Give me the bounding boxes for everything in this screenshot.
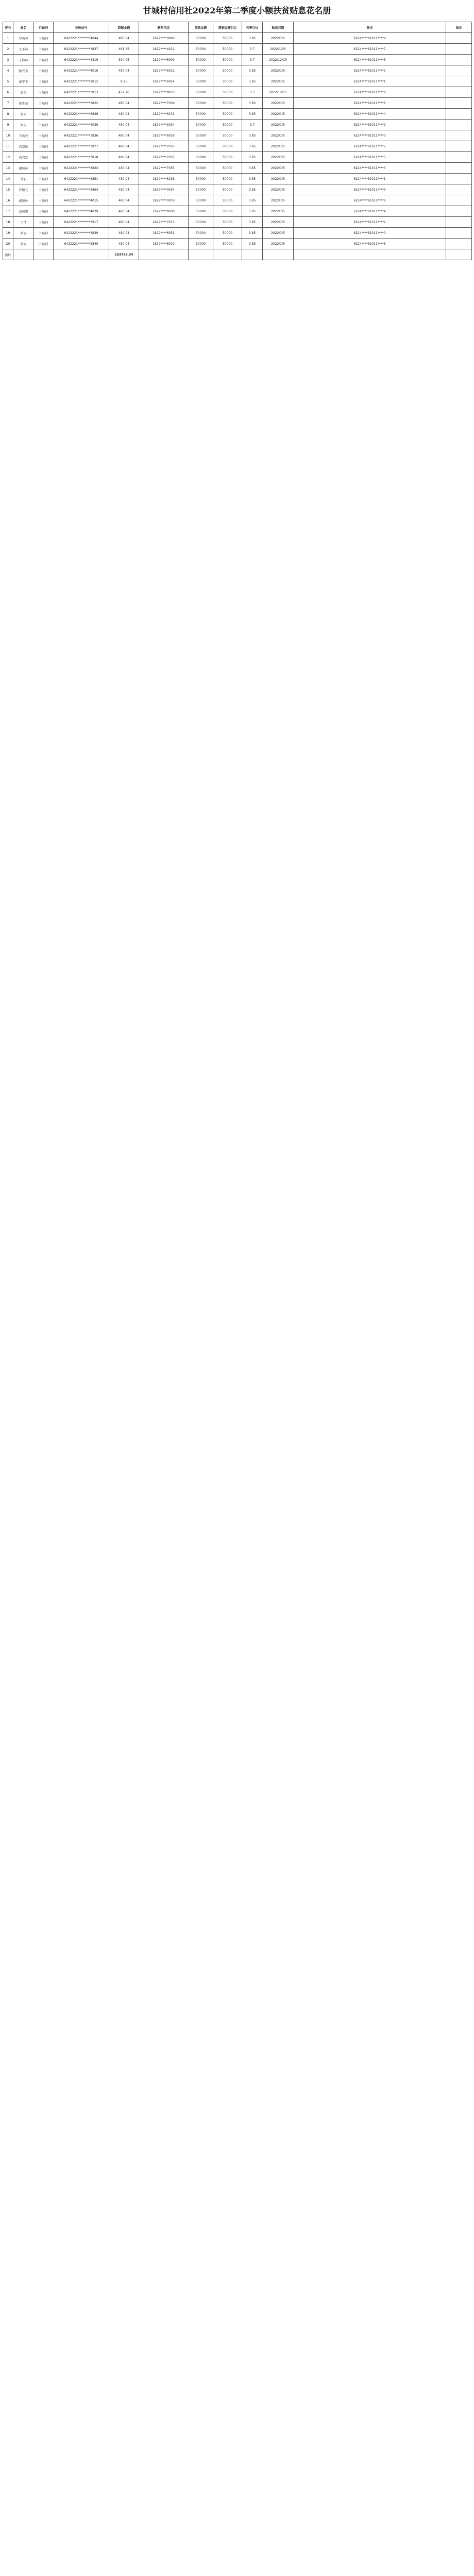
row-date: 2022/1/5 (263, 130, 294, 141)
row-loan: 50000 (189, 33, 213, 44)
row-rate: 3.85 (242, 152, 263, 163)
row-id-number: 6422221********4015 (54, 195, 109, 206)
row-index: 18 (3, 217, 13, 228)
row-index: 15 (3, 184, 13, 195)
row-note (446, 206, 472, 217)
row-village: 甘城村 (34, 217, 54, 228)
row-account: 6224****81011****7 (294, 141, 446, 152)
row-phone: 1829****6009 (139, 55, 189, 65)
row-account: 6224****81011****6 (294, 195, 446, 206)
row-date: 2022/12/5 (263, 44, 294, 55)
row-amount: 480.04 (109, 141, 139, 152)
row-index: 10 (3, 130, 13, 141)
col-date-header: 贴息日期 (263, 22, 294, 33)
row-balance: 50000 (213, 163, 242, 174)
row-index: 3 (3, 55, 13, 65)
row-rate: 3.85 (242, 174, 263, 184)
row-id-number: 6422221********4044 (54, 33, 109, 44)
table-row (3, 228, 472, 239)
row-note (446, 109, 472, 120)
row-account: 6224****81011****4 (294, 206, 446, 217)
row-id-number: 6422221********4319 (54, 55, 109, 65)
row-phone: 1829****7037 (139, 152, 189, 163)
row-name: 谢凤林 (13, 163, 34, 174)
row-date: 2022/1/5 (263, 141, 294, 152)
row-note (446, 217, 472, 228)
row-account: 6224****81011****6 (294, 98, 446, 109)
row-name: 罗顺元 (13, 184, 34, 195)
row-date: 2022/1/5 (263, 76, 294, 87)
row-id-number: 6422221********3846 (54, 109, 109, 120)
footer-cell (446, 249, 472, 260)
row-village: 甘城村 (34, 33, 54, 44)
row-index: 11 (3, 141, 13, 152)
footer-cell (263, 249, 294, 260)
col-amount-header: 到账金额 (109, 22, 139, 33)
table-row (3, 65, 472, 76)
table-row (3, 152, 472, 163)
table-row (3, 163, 472, 174)
row-phone: 1829****8136 (139, 174, 189, 184)
row-rate: 3.85 (242, 76, 263, 87)
row-account: 6224****81011****7 (294, 44, 446, 55)
row-amount: 480.04 (109, 239, 139, 249)
row-amount: 480.04 (109, 98, 139, 109)
row-loan: 50000 (189, 141, 213, 152)
row-loan: 50000 (189, 87, 213, 98)
row-phone: 1829****0034 (139, 184, 189, 195)
row-loan: 50000 (189, 174, 213, 184)
row-name: 罗凤英 (13, 33, 34, 44)
row-name: 王凤亮 (13, 130, 34, 141)
row-account: 6224****81011****9 (294, 33, 446, 44)
row-balance: 50000 (213, 152, 242, 163)
row-note (446, 152, 472, 163)
row-loan: 50000 (189, 44, 213, 55)
footer-cell (139, 249, 189, 260)
row-loan: 50000 (189, 130, 213, 141)
row-index: 4 (3, 65, 13, 76)
row-note (446, 174, 472, 184)
footer-cell (34, 249, 54, 260)
row-amount: 480.04 (109, 217, 139, 228)
row-rate: 3.85 (242, 130, 263, 141)
row-account: 6224****81011****8 (294, 87, 446, 98)
row-note (446, 239, 472, 249)
col-phone-header: 联系电话 (139, 22, 189, 33)
row-id-number: 6422221********3818 (54, 152, 109, 163)
row-loan: 50000 (189, 163, 213, 174)
table-row (3, 33, 472, 44)
row-loan: 50000 (189, 109, 213, 120)
row-note (446, 55, 472, 65)
row-name: 尤玉林 (13, 44, 34, 55)
row-date: 2022/1/5 (263, 206, 294, 217)
row-note (446, 163, 472, 174)
subsidy-roster-table (3, 22, 472, 260)
col-rate-header: 利率(%) (242, 22, 263, 33)
row-amount: 480.04 (109, 228, 139, 239)
row-phone: 1829****7055 (139, 163, 189, 174)
col-balance-header: 借据金额(元) (213, 22, 242, 33)
row-amount: 480.04 (109, 120, 139, 130)
row-phone: 1829****6012 (139, 65, 189, 76)
row-village: 甘城村 (34, 184, 54, 195)
row-rate: 3.85 (242, 163, 263, 174)
row-note (446, 33, 472, 44)
row-note (446, 184, 472, 195)
row-id-number: 6422221********3822 (54, 98, 109, 109)
row-rate: 3.7 (242, 44, 263, 55)
row-id-number: 6422221********3864 (54, 184, 109, 195)
row-loan: 50000 (189, 55, 213, 65)
row-village: 甘城村 (34, 163, 54, 174)
row-phone: 1829****8010 (139, 239, 189, 249)
row-village: 甘城村 (34, 109, 54, 120)
row-date: 2022/1/5 (263, 184, 294, 195)
row-amount: 9.25 (109, 76, 139, 87)
col-loan-header: 贷款金额 (189, 22, 213, 33)
row-name: 秦公 (13, 109, 34, 120)
row-account: 6224****81011****5 (294, 152, 446, 163)
row-amount: 461.35 (109, 44, 139, 55)
row-loan: 50000 (189, 76, 213, 87)
row-amount: 480.04 (109, 195, 139, 206)
row-note (446, 120, 472, 130)
row-loan: 50000 (189, 206, 213, 217)
row-date: 2022/12/15 (263, 55, 294, 65)
row-village: 甘城村 (34, 228, 54, 239)
row-balance: 50000 (213, 206, 242, 217)
row-date: 2022/1/5 (263, 109, 294, 120)
row-balance: 50000 (213, 195, 242, 206)
row-account: 6224****81011****2 (294, 120, 446, 130)
row-village: 甘城村 (34, 98, 54, 109)
row-rate: 3.85 (242, 195, 263, 206)
document-title: 甘城村信用社2022年第二季度小额扶贫贴息花名册 (143, 6, 331, 15)
row-phone: 1829****0000 (139, 33, 189, 44)
table-row (3, 206, 472, 217)
row-phone: 1829****6051 (139, 228, 189, 239)
row-village: 甘城村 (34, 141, 54, 152)
row-rate: 3.85 (242, 141, 263, 152)
row-balance: 50000 (213, 87, 242, 98)
row-loan: 50000 (189, 239, 213, 249)
row-note (446, 65, 472, 76)
row-village: 甘城村 (34, 120, 54, 130)
col-name-header: 姓名 (13, 22, 34, 33)
row-account: 6224****81011****0 (294, 130, 446, 141)
row-name: 罗喜 (13, 228, 34, 239)
row-note (446, 228, 472, 239)
row-rate: 3.85 (242, 98, 263, 109)
row-note (446, 98, 472, 109)
row-amount: 480.04 (109, 184, 139, 195)
row-date: 2022/1/5 (263, 120, 294, 130)
row-loan: 50000 (189, 184, 213, 195)
row-phone: 1829****3034 (139, 120, 189, 130)
col-note-header: 备注 (446, 22, 472, 33)
row-loan: 50000 (189, 120, 213, 130)
row-id-number: 6422221********4039 (54, 120, 109, 130)
row-name: 尚宗凤 (13, 141, 34, 152)
row-index: 7 (3, 98, 13, 109)
row-balance: 50000 (213, 33, 242, 44)
row-id-number: 6422221********3839 (54, 228, 109, 239)
row-date: 2022/1/5 (263, 163, 294, 174)
row-balance: 50000 (213, 239, 242, 249)
row-village: 甘城村 (34, 65, 54, 76)
row-phone: 1829****0019 (139, 195, 189, 206)
row-rate: 3.85 (242, 33, 263, 44)
row-balance: 50000 (213, 55, 242, 65)
row-amount: 480.04 (109, 174, 139, 184)
row-date: 2022/1/5 (263, 98, 294, 109)
table-row (3, 130, 472, 141)
row-id-number: 6422221********3877 (54, 141, 109, 152)
row-index: 14 (3, 174, 13, 184)
row-phone: 1829****7035 (139, 141, 189, 152)
row-amount: 472.76 (109, 87, 139, 98)
col-index-header: 序号 (3, 22, 13, 33)
row-note (446, 195, 472, 206)
row-id-number: 6422221********4039 (54, 206, 109, 217)
footer-cell (294, 249, 446, 260)
footer-total: 103786.34 (109, 249, 139, 260)
row-rate: 3.85 (242, 228, 263, 239)
row-amount: 480.04 (109, 163, 139, 174)
row-balance: 50000 (213, 228, 242, 239)
row-account: 6224****81011****2 (294, 217, 446, 228)
row-index: 17 (3, 206, 13, 217)
table-row (3, 239, 472, 249)
row-amount: 480.04 (109, 65, 139, 76)
row-name: 杨兴全 (13, 65, 34, 76)
row-phone: 1829****8038 (139, 206, 189, 217)
row-loan: 50000 (189, 152, 213, 163)
row-balance: 50000 (213, 174, 242, 184)
row-index: 9 (3, 120, 13, 130)
row-id-number: 6422221********3840 (54, 239, 109, 249)
row-date: 2022/1/5 (263, 195, 294, 206)
row-account: 6224****81011****9 (294, 184, 446, 195)
table-row (3, 55, 472, 65)
row-rate: 3.85 (242, 206, 263, 217)
row-index: 16 (3, 195, 13, 206)
row-account: 6224****81011****3 (294, 163, 446, 174)
table-row (3, 217, 472, 228)
row-note (446, 87, 472, 98)
row-account: 6224****81011****0 (294, 228, 446, 239)
row-id-number: 6422221********3917 (54, 217, 109, 228)
row-amount: 480.04 (109, 109, 139, 120)
row-id-number: 6422221********4016 (54, 65, 109, 76)
table-footer-row (3, 249, 472, 260)
row-name: 张福 (13, 87, 34, 98)
row-note (446, 141, 472, 152)
row-village: 甘城村 (34, 55, 54, 65)
row-name: 徐彩 (13, 174, 34, 184)
row-balance: 50000 (213, 44, 242, 55)
row-amount: 480.04 (109, 33, 139, 44)
row-date: 2022/1/5 (263, 65, 294, 76)
row-phone: 1829****4012 (139, 44, 189, 55)
row-amount: 480.04 (109, 206, 139, 217)
row-phone: 1829****6054 (139, 76, 189, 87)
row-index: 13 (3, 163, 13, 174)
table-row (3, 76, 472, 87)
row-rate: 3.7 (242, 55, 263, 65)
row-village: 甘城村 (34, 239, 54, 249)
row-balance: 50000 (213, 120, 242, 130)
row-name: 王海林 (13, 55, 34, 65)
footer-cell (54, 249, 109, 260)
row-rate: 3.85 (242, 184, 263, 195)
row-loan: 50000 (189, 228, 213, 239)
row-date: 2022/12/15 (263, 87, 294, 98)
row-loan: 50000 (189, 217, 213, 228)
row-name: 高凤明 (13, 206, 34, 217)
footer-cell (189, 249, 213, 260)
table-row (3, 174, 472, 184)
table-row (3, 98, 472, 109)
row-balance: 50000 (213, 98, 242, 109)
row-date: 2022/1/5 (263, 152, 294, 163)
row-id-number: 6422221********3836 (54, 130, 109, 141)
row-rate: 3.7 (242, 87, 263, 98)
row-id-number: 6422221********3837 (54, 44, 109, 55)
table-row (3, 184, 472, 195)
row-balance: 50000 (213, 65, 242, 76)
row-name: 罗丽 (13, 239, 34, 249)
row-village: 甘城村 (34, 174, 54, 184)
row-name: 秦入 (13, 120, 34, 130)
row-rate: 3.7 (242, 120, 263, 130)
row-date: 2022/1/5 (263, 217, 294, 228)
row-account: 6224****81011****1 (294, 174, 446, 184)
row-balance: 50000 (213, 217, 242, 228)
row-name: 秦建林 (13, 195, 34, 206)
table-row (3, 109, 472, 120)
row-amount: 480.04 (109, 152, 139, 163)
row-index: 5 (3, 76, 13, 87)
row-village: 甘城村 (34, 152, 54, 163)
row-id-number: 6422221********3813 (54, 87, 109, 98)
row-phone: 1829****7039 (139, 98, 189, 109)
row-account: 6224****81011****3 (294, 65, 446, 76)
col-account-header: 备注 (294, 22, 446, 33)
row-index: 8 (3, 109, 13, 120)
footer-cell (213, 249, 242, 260)
row-date: 2022/1/5 (263, 239, 294, 249)
row-village: 甘城村 (34, 44, 54, 55)
table-row (3, 44, 472, 55)
row-loan: 50000 (189, 98, 213, 109)
row-note (446, 44, 472, 55)
row-loan: 50000 (189, 65, 213, 76)
row-village: 甘城村 (34, 206, 54, 217)
row-rate: 3.85 (242, 239, 263, 249)
table-header-row (3, 22, 472, 33)
row-account: 6224****81011****5 (294, 55, 446, 65)
row-village: 甘城村 (34, 87, 54, 98)
row-date: 2022/1/5 (263, 33, 294, 44)
footer-cell (13, 249, 34, 260)
row-rate: 3.85 (242, 217, 263, 228)
row-village: 甘城村 (34, 76, 54, 87)
row-name: 尚兴发 (13, 152, 34, 163)
row-rate: 3.85 (242, 65, 263, 76)
row-phone: 1829****6018 (139, 130, 189, 141)
row-balance: 50000 (213, 76, 242, 87)
row-phone: 1829****7013 (139, 217, 189, 228)
row-balance: 50000 (213, 141, 242, 152)
row-index: 2 (3, 44, 13, 55)
row-loan: 50000 (189, 195, 213, 206)
row-amount: 394.05 (109, 55, 139, 65)
row-id-number: 6422221********3851 (54, 174, 109, 184)
col-id-header: 身份证号 (54, 22, 109, 33)
row-index: 12 (3, 152, 13, 163)
row-village: 甘城村 (34, 195, 54, 206)
table-row (3, 141, 472, 152)
footer-label: 合计 (3, 249, 13, 260)
row-date: 2022/1/5 (263, 228, 294, 239)
row-date: 2022/1/5 (263, 174, 294, 184)
row-phone: 1829****6131 (139, 109, 189, 120)
row-index: 1 (3, 33, 13, 44)
row-name: 王伟 (13, 217, 34, 228)
row-index: 19 (3, 228, 13, 239)
row-name: 徐生荣 (13, 98, 34, 109)
table-row (3, 195, 472, 206)
table-row (3, 120, 472, 130)
row-amount: 480.04 (109, 130, 139, 141)
row-index: 6 (3, 87, 13, 98)
row-note (446, 76, 472, 87)
row-note (446, 130, 472, 141)
row-account: 6224****81011****4 (294, 109, 446, 120)
table-row (3, 87, 472, 98)
row-account: 6224****81011****1 (294, 76, 446, 87)
row-index: 20 (3, 239, 13, 249)
row-village: 甘城村 (34, 130, 54, 141)
row-id-number: 6422221********2012 (54, 76, 109, 87)
row-id-number: 6422221********3834 (54, 163, 109, 174)
row-balance: 50000 (213, 130, 242, 141)
row-account: 6224****81011****8 (294, 239, 446, 249)
row-name: 秦宁平 (13, 76, 34, 87)
row-rate: 3.85 (242, 109, 263, 120)
row-balance: 50000 (213, 184, 242, 195)
footer-cell (242, 249, 263, 260)
row-balance: 50000 (213, 109, 242, 120)
row-phone: 1829****8033 (139, 87, 189, 98)
col-village-header: 行政村 (34, 22, 54, 33)
